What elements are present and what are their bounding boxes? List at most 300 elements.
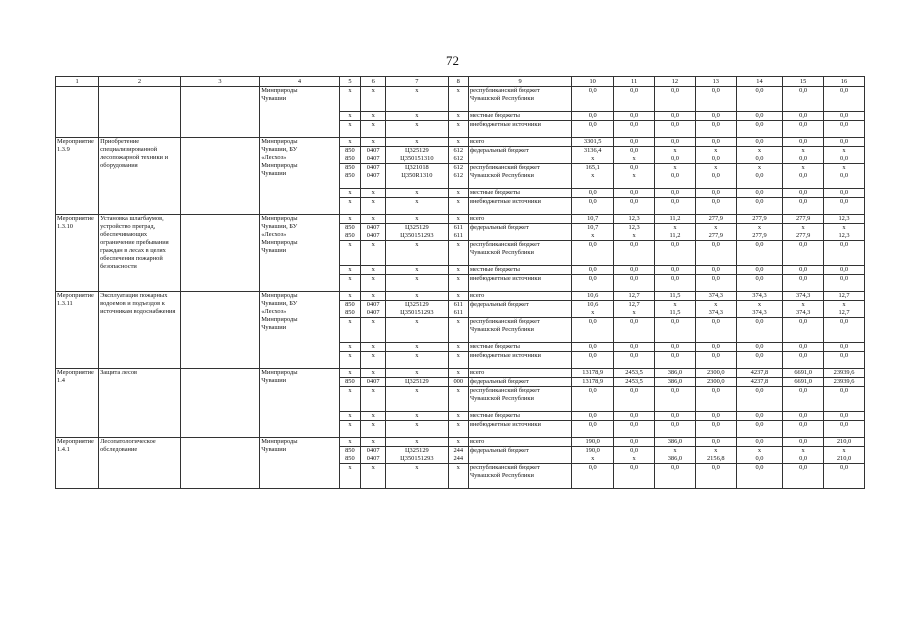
header-cell: 4	[260, 77, 339, 87]
code-c6	[361, 352, 386, 369]
cell-line: 0,0	[799, 455, 808, 462]
code-c6	[361, 164, 386, 189]
cell-line: 0,0	[840, 275, 849, 282]
code-c5	[339, 387, 361, 412]
year-value	[655, 164, 696, 189]
code-c6	[361, 301, 386, 318]
code-c5	[339, 138, 361, 147]
header-row	[56, 77, 865, 87]
cell-line: x	[714, 301, 718, 308]
cell-line: x	[456, 421, 460, 428]
year-value	[614, 224, 655, 241]
cell-line: 0,0	[711, 241, 720, 248]
header-cell: 6	[361, 77, 386, 87]
budget-table	[55, 76, 865, 489]
code-c6	[361, 198, 386, 215]
cell-line: 850	[345, 172, 355, 179]
code-c6	[361, 189, 386, 198]
code-c8	[448, 412, 468, 421]
cell-line: 0,0	[711, 387, 720, 394]
year-value	[824, 438, 865, 447]
year-value	[736, 138, 783, 147]
year-value	[572, 87, 614, 112]
table-row	[56, 215, 865, 224]
cell-line: x	[348, 343, 352, 350]
cell-line: 0,0	[799, 343, 808, 350]
cell-line: 0,0	[755, 318, 764, 325]
cell-line: x	[415, 292, 419, 299]
funding-source: республиканский бюджет Чувашской Республики	[468, 464, 571, 489]
cell-line: x	[456, 241, 460, 248]
year-value	[572, 301, 614, 318]
cell-line: 0,0	[755, 352, 764, 359]
cell-line: 165,1	[585, 164, 600, 171]
measure-name: Лесопатологическое обследование	[99, 438, 181, 489]
code-c5	[339, 378, 361, 387]
cell-line: 0,0	[755, 343, 764, 350]
year-value	[655, 421, 696, 438]
cell-line: x	[348, 241, 352, 248]
cell-line: 6691,0	[794, 369, 812, 376]
cell-line: x	[371, 198, 375, 205]
year-value	[655, 378, 696, 387]
cell-line: x	[371, 87, 375, 94]
year-value	[695, 164, 736, 189]
year-value	[824, 275, 865, 292]
cell-line: 000	[453, 378, 464, 385]
cell-line: x	[456, 275, 460, 282]
year-value	[572, 352, 614, 369]
executor-cell	[260, 292, 339, 369]
cell-line: x	[348, 87, 352, 94]
cell-line: 0,0	[630, 412, 639, 419]
year-value	[783, 447, 824, 464]
cell-line: 386,0	[667, 369, 683, 376]
code-c8	[448, 438, 468, 447]
code-c5	[339, 147, 361, 164]
cell-line: 4237,8	[750, 378, 769, 385]
funding-source: федеральный бюджет	[468, 378, 571, 387]
cell-line: 0,0	[630, 198, 639, 205]
executor-cell	[260, 438, 339, 489]
cell-line: x	[371, 215, 375, 222]
year-value	[736, 87, 783, 112]
year-value	[824, 387, 865, 412]
year-value	[614, 352, 655, 369]
code-c8	[448, 292, 468, 301]
cell-line: x	[456, 198, 460, 205]
cell-line: x	[714, 164, 718, 171]
year-value	[572, 164, 614, 189]
cell-line: 0,0	[670, 172, 679, 179]
cell-line: Минприроды	[261, 292, 298, 299]
cell-line: x	[673, 447, 677, 454]
cell-line: 12,3	[628, 224, 640, 231]
year-value	[783, 292, 824, 301]
year-value	[614, 412, 655, 421]
code-c8	[448, 387, 468, 412]
cell-line: 0,0	[670, 387, 679, 394]
funding-source: местные бюджеты	[468, 266, 571, 275]
year-value	[736, 352, 783, 369]
cell-line: x	[415, 343, 419, 350]
year-value	[695, 447, 736, 464]
year-value	[736, 292, 783, 301]
year-value	[695, 198, 736, 215]
cell-line: Минприроды	[261, 87, 298, 94]
cell-line: 190,0	[585, 438, 600, 445]
cell-line: 0,0	[799, 241, 808, 248]
cell-line: x	[632, 155, 636, 162]
funding-source: внебюджетные источники	[468, 198, 571, 215]
funding-source: местные бюджеты	[468, 343, 571, 352]
year-value	[695, 215, 736, 224]
code-c8	[448, 301, 468, 318]
cell-line: 0,0	[840, 266, 849, 273]
year-value	[572, 318, 614, 343]
measure-code: Мероприятие 1.3.9	[56, 138, 99, 215]
cell-line: x	[757, 147, 762, 154]
cell-line: 2453,5	[625, 378, 643, 385]
cell-line: 0407	[366, 172, 380, 179]
year-value	[572, 275, 614, 292]
year-value	[614, 343, 655, 352]
year-value	[572, 378, 614, 387]
year-value	[695, 189, 736, 198]
code-c6	[361, 266, 386, 275]
year-value	[783, 198, 824, 215]
year-value	[614, 112, 655, 121]
cell-line: 277,9	[795, 215, 811, 222]
cell-line: x	[591, 455, 595, 462]
cell-line: 0,0	[755, 412, 764, 419]
cell-line: x	[415, 189, 419, 196]
cell-line: «Лесхоз»	[261, 154, 287, 161]
cell-line: x	[801, 301, 805, 308]
cell-line: x	[371, 412, 375, 419]
year-value	[736, 438, 783, 447]
funding-source: внебюджетные источники	[468, 121, 571, 138]
funding-source: всего	[468, 215, 571, 224]
year-value	[824, 87, 865, 112]
year-value	[824, 352, 865, 369]
funding-source: внебюджетные источники	[468, 421, 571, 438]
cell-line: 0,0	[755, 387, 764, 394]
cell-line: x	[371, 241, 375, 248]
cell-line: 0,0	[799, 412, 808, 419]
year-value	[572, 369, 614, 378]
year-value	[614, 215, 655, 224]
code-c7	[386, 301, 448, 318]
cell-line: x	[348, 292, 352, 299]
cell-line: 2453,5	[625, 369, 643, 376]
year-value	[614, 147, 655, 164]
year-value	[736, 215, 783, 224]
year-value	[736, 112, 783, 121]
cell-line: x	[415, 464, 419, 471]
cell-line: 0,0	[799, 318, 808, 325]
year-value	[614, 275, 655, 292]
cell-line: 190,0	[585, 447, 600, 454]
cell-line: 374,3	[708, 292, 723, 299]
cell-line: 0,0	[711, 155, 720, 162]
measure-code: Мероприятие 1.4	[56, 369, 99, 438]
cell-line: 0,0	[630, 318, 639, 325]
cell-line: 23939,6	[833, 369, 855, 376]
cell-line: x	[842, 224, 846, 231]
code-c6	[361, 447, 386, 464]
cell-line: Чувашии, БУ	[261, 300, 298, 307]
cell-line: 0,0	[755, 464, 764, 471]
year-value	[572, 438, 614, 447]
year-value	[783, 369, 824, 378]
cell-line: Минприроды	[261, 369, 298, 376]
cell-line: 11,2	[669, 232, 681, 239]
code-c8	[448, 318, 468, 343]
cell-line: 0,0	[711, 412, 720, 419]
cell-line: 0,0	[588, 275, 597, 282]
cell-line: 0,0	[588, 343, 597, 350]
year-value	[695, 438, 736, 447]
year-value	[783, 378, 824, 387]
year-value	[695, 138, 736, 147]
year-value	[783, 121, 824, 138]
year-value	[655, 112, 696, 121]
cell-line: 374,3	[708, 309, 723, 316]
table-row	[56, 292, 865, 301]
goal-cell	[180, 369, 259, 438]
cell-line: x	[632, 232, 636, 239]
cell-line: x	[348, 438, 352, 445]
cell-line: x	[371, 318, 375, 325]
year-value	[614, 447, 655, 464]
cell-line: 0,0	[799, 121, 808, 128]
cell-line: 0,0	[630, 464, 639, 471]
cell-line: x	[415, 138, 419, 145]
cell-line: 0,0	[840, 172, 849, 179]
cell-line: x	[415, 241, 419, 248]
year-value	[824, 164, 865, 189]
cell-line: x	[348, 412, 352, 419]
funding-source: республиканский бюджет Чувашской Республики	[468, 87, 571, 112]
funding-source: федеральный бюджет	[468, 224, 571, 241]
cell-line: 0,0	[670, 343, 679, 350]
cell-line: x	[591, 155, 595, 162]
code-c7	[386, 121, 448, 138]
code-c7	[386, 464, 448, 489]
cell-line: 386,0	[667, 455, 683, 462]
year-value	[614, 138, 655, 147]
cell-line: Ц350151293	[400, 309, 434, 316]
year-value	[655, 352, 696, 369]
cell-line: 0,0	[588, 112, 597, 119]
cell-line: 611	[453, 309, 463, 316]
cell-line: Минприроды	[261, 215, 298, 222]
year-value	[614, 198, 655, 215]
code-c5	[339, 266, 361, 275]
code-c7	[386, 378, 448, 387]
year-value	[695, 421, 736, 438]
cell-line: 0,0	[799, 112, 808, 119]
cell-line: x	[348, 464, 352, 471]
code-c8	[448, 343, 468, 352]
year-value	[824, 412, 865, 421]
code-c8	[448, 164, 468, 189]
year-value	[736, 198, 783, 215]
cell-line: Ц325129	[404, 378, 429, 385]
cell-line: Ц325129	[404, 301, 429, 308]
code-c7	[386, 87, 448, 112]
code-c5	[339, 421, 361, 438]
cell-line: 0,0	[840, 412, 849, 419]
cell-line: x	[371, 138, 375, 145]
cell-line: 850	[345, 447, 355, 454]
cell-line: x	[591, 309, 595, 316]
year-value	[736, 147, 783, 164]
code-c5	[339, 447, 361, 464]
code-c7	[386, 292, 448, 301]
cell-line: Чувашии	[261, 170, 287, 177]
cell-line: 210,0	[836, 455, 852, 462]
code-c6	[361, 112, 386, 121]
goal-cell	[180, 438, 259, 489]
code-c8	[448, 421, 468, 438]
cell-line: 0407	[366, 309, 380, 316]
cell-line: 0,0	[840, 352, 849, 359]
code-c8	[448, 189, 468, 198]
cell-line: 0,0	[711, 138, 720, 145]
cell-line: 0,0	[799, 172, 808, 179]
year-value	[736, 447, 783, 464]
year-value	[824, 112, 865, 121]
code-c8	[448, 138, 468, 147]
code-c7	[386, 147, 448, 164]
cell-line: 850	[345, 224, 355, 231]
cell-line: x	[415, 275, 419, 282]
code-c7	[386, 369, 448, 378]
cell-line: 0,0	[840, 241, 849, 248]
code-c8	[448, 147, 468, 164]
cell-line: 0,0	[670, 138, 679, 145]
cell-line: 612	[453, 147, 464, 154]
cell-line: 0,0	[755, 138, 764, 145]
year-value	[614, 266, 655, 275]
cell-line: 0,0	[630, 147, 639, 154]
cell-line: x	[456, 412, 460, 419]
cell-line: 374,3	[795, 292, 811, 299]
cell-line: 6691,0	[794, 378, 812, 385]
year-value	[655, 412, 696, 421]
code-c7	[386, 438, 448, 447]
code-c7	[386, 112, 448, 121]
cell-line: 386,0	[667, 438, 683, 445]
cell-line: 0,0	[799, 275, 808, 282]
code-c5	[339, 292, 361, 301]
year-value	[655, 266, 696, 275]
year-value	[736, 464, 783, 489]
year-value	[655, 189, 696, 198]
cell-line: 0,0	[711, 421, 720, 428]
cell-line: 12,7	[838, 309, 850, 316]
code-c8	[448, 275, 468, 292]
cell-line: 0,0	[670, 241, 679, 248]
cell-line: Ц350151310	[400, 155, 434, 162]
year-value	[736, 224, 783, 241]
year-value	[783, 438, 824, 447]
cell-line: 0,0	[799, 421, 808, 428]
year-value	[695, 352, 736, 369]
header-cell: 3	[180, 77, 259, 87]
cell-line: Минприроды	[261, 438, 298, 445]
goal-cell	[180, 138, 259, 215]
code-c8	[448, 112, 468, 121]
code-c8	[448, 464, 468, 489]
measure-name: Приобретение специализированной лесопожарной техники и оборудования	[99, 138, 181, 215]
cell-line: x	[348, 198, 352, 205]
code-c6	[361, 241, 386, 266]
year-value	[824, 241, 865, 266]
cell-line: Чувашии	[261, 247, 287, 254]
cell-line: 0,0	[840, 87, 849, 94]
year-value	[695, 87, 736, 112]
year-value	[655, 215, 696, 224]
cell-line: 0,0	[755, 455, 764, 462]
cell-line: 0,0	[711, 464, 720, 471]
funding-source: внебюджетные источники	[468, 352, 571, 369]
code-c7	[386, 447, 448, 464]
year-value	[572, 387, 614, 412]
cell-line: x	[371, 266, 375, 273]
code-c7	[386, 266, 448, 275]
cell-line: 10,6	[587, 292, 599, 299]
table-row	[56, 87, 865, 112]
cell-line: 0,0	[588, 266, 597, 273]
cell-line: 0,0	[840, 112, 849, 119]
cell-line: x	[714, 447, 718, 454]
header-cell: 7	[386, 77, 448, 87]
code-c6	[361, 343, 386, 352]
year-value	[655, 343, 696, 352]
measure-code: Мероприятие 1.3.10	[56, 215, 99, 292]
header-cell: 1	[56, 77, 99, 87]
year-value	[695, 147, 736, 164]
cell-line: 0,0	[630, 387, 639, 394]
code-c5	[339, 412, 361, 421]
page-number: 72	[446, 53, 459, 68]
cell-line: x	[415, 412, 419, 419]
year-value	[695, 369, 736, 378]
year-value	[824, 224, 865, 241]
cell-line: 2300,0	[706, 369, 725, 376]
year-value	[824, 343, 865, 352]
cell-line: x	[757, 224, 762, 231]
year-value	[614, 164, 655, 189]
year-value	[695, 275, 736, 292]
code-c7	[386, 318, 448, 343]
year-value	[695, 241, 736, 266]
code-c5	[339, 87, 361, 112]
code-c6	[361, 369, 386, 378]
cell-line: 0,0	[711, 198, 720, 205]
code-c6	[361, 378, 386, 387]
funding-source: внебюджетные источники	[468, 275, 571, 292]
cell-line: x	[456, 387, 460, 394]
table-row	[56, 138, 865, 147]
funding-source: республиканский бюджет Чувашской Республики	[468, 387, 571, 412]
cell-line: x	[456, 266, 460, 273]
cell-line: 277,9	[795, 232, 811, 239]
cell-line: 0,0	[840, 464, 849, 471]
